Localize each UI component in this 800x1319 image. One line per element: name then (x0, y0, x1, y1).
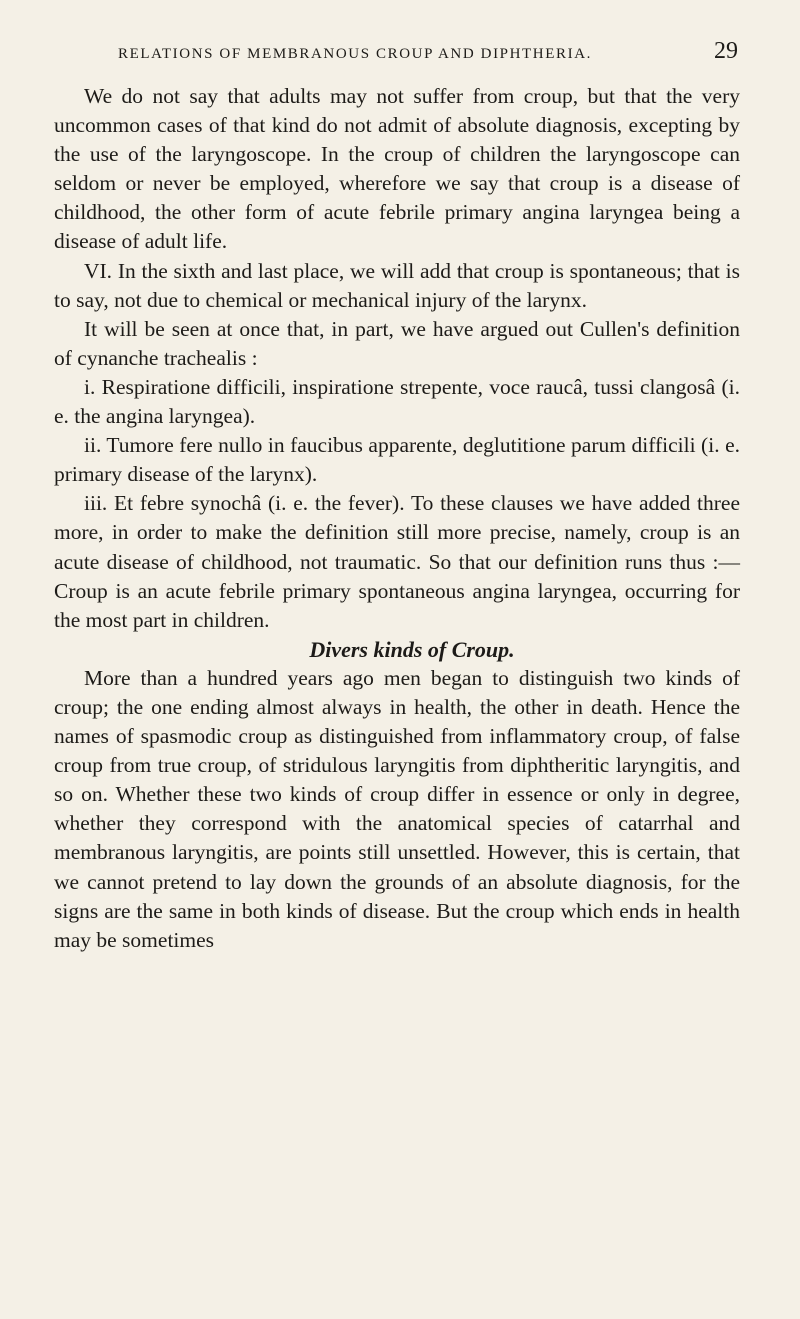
paragraph: i. Respiratione difficili, inspiratione strepente, voce raucâ, tussi clangosâ (i. e. the angina laryngea). (54, 374, 740, 429)
paragraph: It will be seen at once that, in part, we have argued out Cullen's definition of cynanche trachealis : (54, 316, 740, 370)
paragraph: VI. In the sixth and last place, we will add that croup is spontaneous; that is to say, not due to chemical or mechanical injury of the larynx. (54, 258, 740, 312)
section-heading: Divers kinds of Croup. (309, 636, 515, 662)
running-title: RELATIONS OF MEMBRANOUS CROUP AND DIPHTHERIA. (118, 46, 592, 62)
paragraph: iii. Et febre synochâ (i. e. the fever). To these clauses we have added three more, in order to make the definition still more precise, namely, croup is an acute disease of childhood, not traumatic. So that our definition runs thus :—Croup is an acute febrile primary spontaneous angina laryngea, occurring for the most part in children. (54, 491, 740, 632)
paragraph: More than a hundred years ago men began to distinguish two kinds of croup; the one ending almost always in health, the other in death. Hence the names of spasmodic croup as distinguished from inflammatory croup, of false croup from true croup, of stridulous laryngitis from diphtheritic laryngitis, and so on. Whether these two kinds of croup differ in essence or only in degree, whether they correspond with the anatomical species of catarrhal and membranous laryngitis, are points still unsettled. However, this is certain, that we cannot pretend to lay down the grounds of an absolute diagnosis, for the signs are the same in both kinds of disease. But the croup which ends in health may be sometimes (54, 665, 740, 952)
body-text (54, 82, 740, 955)
running-head (118, 38, 738, 65)
paragraph: ii. Tumore fere nullo in faucibus apparente, deglutitione parum difficili (i. e. primary disease of the larynx). (54, 433, 740, 487)
paragraph: We do not say that adults may not suffer from croup, but that the very uncommon cases of that kind do not admit of absolute diagnosis, excepting by the use of the laryngoscope. In the croup of children the laryngoscope can seldom or never be employed, wherefore we say that croup is a disease of childhood, the other form of acute febrile primary angina laryngea being a disease of adult life. (54, 84, 740, 254)
page-number: 29 (714, 38, 738, 64)
